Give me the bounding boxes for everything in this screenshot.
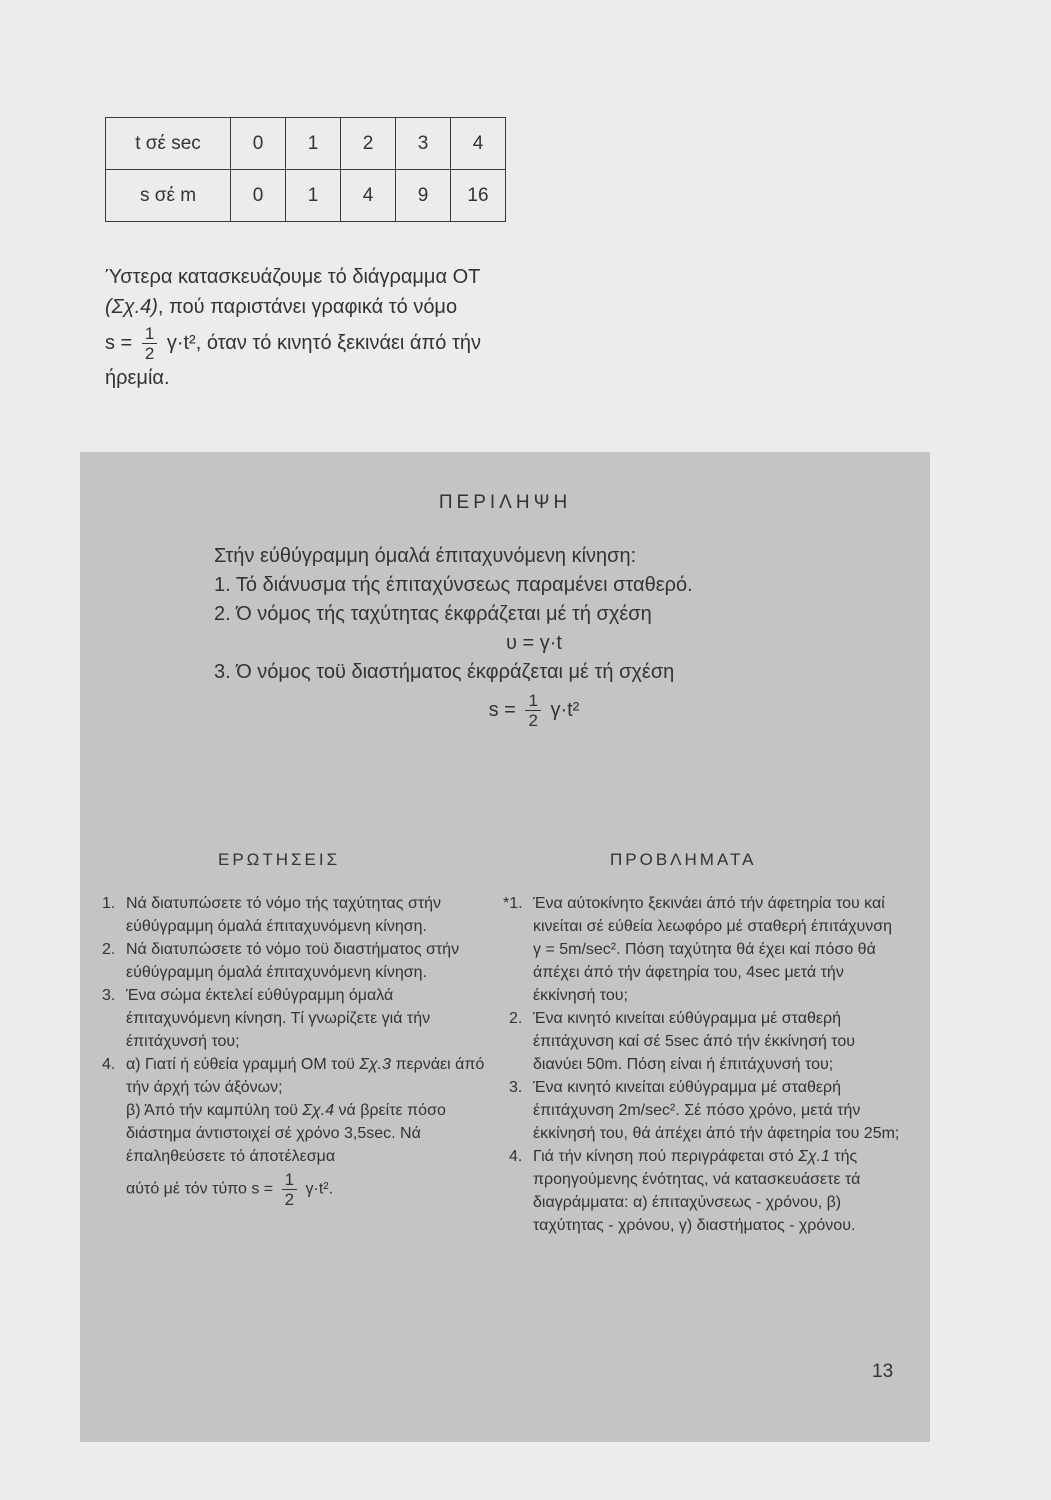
fraction-numerator: 1: [525, 691, 540, 711]
summary-item: 3. Ό νόμος τοϋ διαστήματος έκφράζεται μέ τή σχέση: [214, 661, 675, 683]
question-text-part: α) Γιατί ή εύθεία γραμμή ΟΜ τοϋ: [126, 1056, 360, 1073]
question-text: Νά διατυπώσετε τό νόμο τοϋ διαστήματος στήν εύθύγραμμη όμαλά έπιταχυνόμενη κίνηση.: [126, 941, 460, 981]
question-text-part: β) Άπό τήν καμπύλη τοϋ: [126, 1102, 303, 1119]
question-text: [126, 1056, 484, 1096]
summary-panel: [80, 452, 930, 1442]
fraction-denominator: 2: [284, 1190, 295, 1209]
question-number: 3.: [102, 987, 116, 1004]
row-header-distance: s σέ m: [106, 170, 231, 222]
problem-item: [509, 1076, 901, 1145]
question-text: [126, 1102, 446, 1165]
formula-lhs: s =: [488, 698, 516, 721]
questions-heading: ΕΡΩΤΗΣΕΙΣ: [218, 850, 341, 869]
table-cell: 4: [341, 170, 396, 222]
table-cell: 4: [451, 118, 506, 170]
question-item: [102, 938, 487, 984]
table-cell: 16: [451, 170, 506, 222]
fraction-denominator: 2: [528, 711, 538, 730]
table-cell: 2: [341, 118, 396, 170]
problem-number: 4.: [509, 1148, 523, 1165]
fraction: [282, 1170, 297, 1209]
table-cell: 0: [231, 170, 286, 222]
fraction: [142, 324, 157, 363]
formula-rhs: γ·t², όταν τό κινητό ξεκινάει άπό τήν: [166, 331, 481, 354]
problems-list: [503, 892, 901, 1237]
problems-heading: ΠΡΟΒΛΗΜΑΤΑ: [610, 850, 757, 869]
problem-item: [509, 1007, 901, 1076]
intro-paragraph: [105, 262, 565, 393]
question-item: [102, 1053, 487, 1209]
question-number: 1.: [102, 895, 116, 912]
problem-text: Ένα κινητό κινείται εύθύγραμμα μέ σταθερή έπιτάχυνση 2m/sec². Σέ πόσο χρόνο, μετά τήν έκκίνησή του, θά άπέχει άπό τήν άφετηρία του 25m;: [533, 1079, 900, 1142]
fraction-numerator: 1: [142, 324, 157, 344]
question-text-part: νά βρείτε πόσο διάστημα άντιστοιχεί σέ χρόνο 3,5sec. Νά έπαληθεύσετε τό άποτέλεσμα: [126, 1102, 446, 1165]
intro-text: , πού παριστάνει γραφικά τό νόμο: [157, 296, 458, 318]
problem-text: Ένα αύτοκίνητο ξεκινάει άπό τήν άφετηρία του καί κινείται σέ εύθεία λεωφόρο μέ σταθερή έπιτάχυνση γ = 5m/sec². Πόση ταχύτητα θά έχει καί πόσο θά άπέχει άπό τήν άφετηρία του, 4sec μετά τήν έκκίνησή του;: [533, 895, 893, 1004]
problem-text-part: Γιά τήν κίνηση πού περιγράφεται στό: [533, 1148, 799, 1165]
question-text-part: περνάει άπό τήν άρχή τών άξόνων;: [126, 1056, 485, 1096]
question-number: 2.: [102, 941, 116, 958]
question-text-part: αύτό μέ τόν τύπο s =: [126, 1180, 274, 1198]
figure-reference: (Σχ.4): [105, 296, 158, 318]
question-number: 4.: [102, 1056, 116, 1073]
problem-text: Ένα κινητό κινείται εύθύγραμμα μέ σταθερή έπιτάχυνση καί σέ 5sec άπό τήν έκκίνησή του διανύει 50m. Πόση είναι ή έπιτάχυνσή του;: [533, 1010, 856, 1073]
fraction: [525, 691, 540, 730]
formula-lhs: s =: [105, 331, 133, 354]
problem-text-part: τής προηγούμενης ένότητας, νά κατασκευάσετε τά διαγράμματα: α) έπιταχύνσεως - χρόνου, β) ταχύτητας - χρόνου, γ) διαστήματος - χρόνου.: [533, 1148, 861, 1234]
problem-number: 2.: [509, 1010, 523, 1027]
question-item: [102, 984, 487, 1053]
summary-item: 2. Ό νόμος τής ταχύτητας έκφράζεται μέ τή σχέση: [214, 603, 652, 625]
summary-body: [214, 542, 854, 730]
question-text-part: γ·t².: [305, 1180, 334, 1198]
formula-rhs: γ·t²: [550, 698, 580, 721]
intro-line: ήρεμία.: [105, 367, 170, 389]
intro-line: [105, 292, 565, 322]
question-item: [102, 892, 487, 938]
fraction-denominator: 2: [144, 344, 155, 363]
row-header-time: t σέ sec: [106, 118, 231, 170]
problem-item: [503, 892, 901, 1007]
problem-number: 3.: [509, 1079, 523, 1096]
summary-heading: ΠΕΡΙΛΗΨΗ: [438, 492, 572, 513]
table-row: [106, 118, 506, 170]
table-cell: 9: [396, 170, 451, 222]
page-number: 13: [872, 1361, 894, 1382]
table-row: [106, 170, 506, 222]
figure-reference: Σχ.3: [359, 1056, 391, 1073]
table-cell: 0: [231, 118, 286, 170]
problem-text: [533, 1148, 860, 1234]
figure-reference: Σχ.4: [302, 1102, 335, 1119]
summary-item: 1. Τό διάνυσμα τής έπιταχύνσεως παραμένει σταθερό.: [214, 574, 693, 596]
questions-list: [102, 892, 487, 1209]
figure-reference: Σχ.1: [798, 1148, 830, 1165]
distance-formula: [214, 691, 854, 730]
table-cell: 3: [396, 118, 451, 170]
intro-line: Ύστερα κατασκευάζουμε τό διάγραμμα ΟΤ: [105, 266, 481, 288]
problem-item: [509, 1145, 901, 1237]
question-text: Ένα σώμα έκτελεί εύθύγραμμη όμαλά έπιταχυνόμενη κίνηση. Τί γνωρίζετε γιά τήν έπιτάχυνσή του;: [126, 987, 431, 1050]
fraction-numerator: 1: [282, 1170, 297, 1190]
table-cell: 1: [286, 118, 341, 170]
summary-intro: Στήν εύθύγραμμη όμαλά έπιταχυνόμενη κίνηση:: [214, 545, 637, 567]
question-formula-line: [126, 1170, 487, 1209]
time-distance-table: [105, 117, 506, 222]
problem-number: *1.: [503, 895, 523, 912]
velocity-formula: υ = γ·t: [506, 632, 562, 654]
question-text: Νά διατυπώσετε τό νόμο τής ταχύτητας στήν εύθύγραμμη όμαλά έπιταχυνόμενη κίνηση.: [126, 895, 442, 935]
table-cell: 1: [286, 170, 341, 222]
intro-formula-line: [105, 324, 565, 363]
